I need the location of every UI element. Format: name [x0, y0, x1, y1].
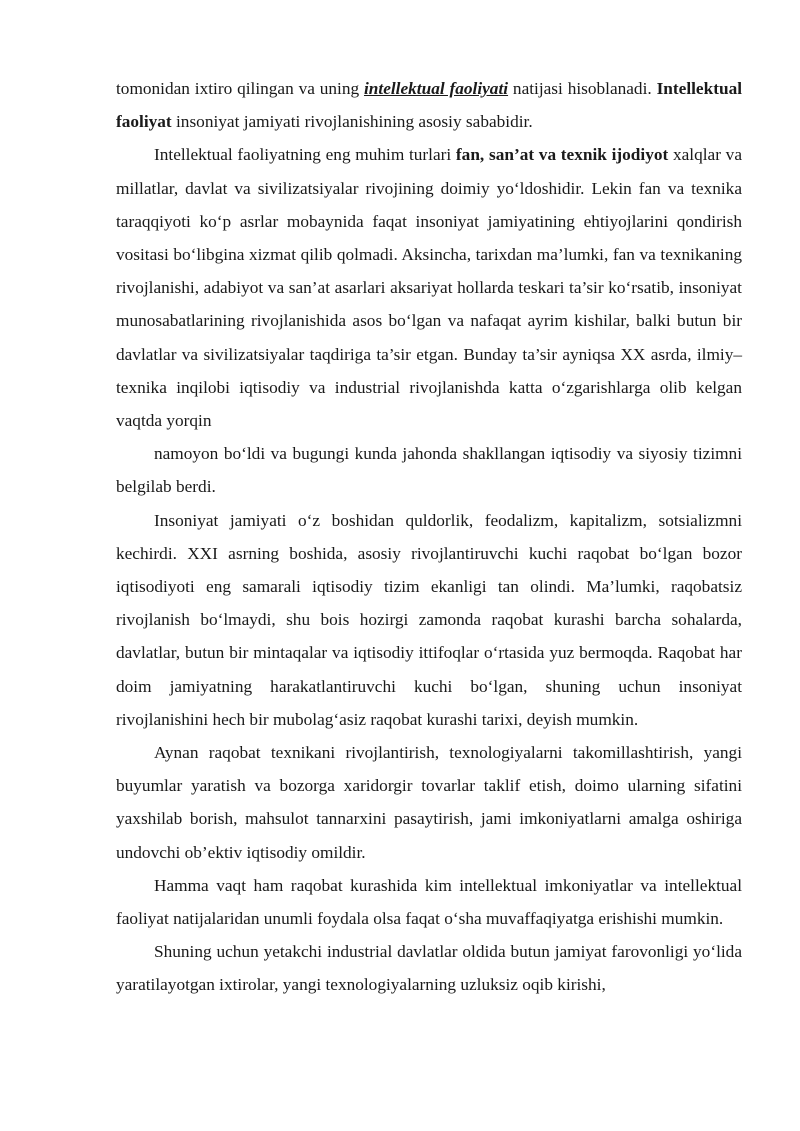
paragraph — [116, 138, 742, 437]
text-run: insoniyat jamiyati rivojlanishining asosiy sababidir. — [171, 112, 533, 132]
paragraph — [116, 504, 742, 736]
document-body — [116, 72, 742, 1002]
bold-term: fan, san’at va texnik ijodiyot — [455, 145, 669, 165]
text-run: Insoniyat jamiyati o‘z boshidan quldorlik, feodalizm, kapitalizm, sotsializmni kechirdi. XXI asrning boshida, asosiy rivojlantiruvchi kuchi raqobat bo‘lgan bozor iqtisodiyoti eng samarali iqtisodiy tizim ekanligi tan olindi. Ma’lumki, raqobatsiz rivojlanish bo‘lmaydi, shu bois hozirgi zamonda raqobat kurashi barcha sohalarda, davlatlar, butun bir mintaqalar va iqtisodiy ittifoqlar o‘rtasida yuz bermoqda. Raqobat har doim jamiyatning harakatlantiruvchi kuchi bo‘lgan, shuning uchun insoniyat rivojlanishini hech bir mubolag‘asiz raqobat kurashi tarixi, deyish mumkin. — [116, 510, 742, 729]
text-run: natijasi hisoblanadi. — [508, 79, 657, 98]
paragraph-continuation — [116, 72, 742, 138]
text-run: Aynan raqobat texnikani rivojlantirish, texnologiyalarni takomillashtirish, yangi buyumlar yaratish va bozorga xaridorgir tovarlar taklif etish, doimo ularning sifatini yaxshilab borish, mahsulot tannarxini pasaytirish, jami imkoniyatlarni amalga oshiriga undovchi ob’ektiv iqtisodiy omildir. — [116, 743, 742, 862]
emphasis-term: intellektual faoliyati — [363, 79, 509, 98]
paragraph — [116, 736, 742, 869]
text-run: xalqlar va millatlar, davlat va sivilizatsiyalar rivojining doimiy yo‘ldoshidir. Lekin fan va texnika taraqqiyoti ko‘p asrlar mobaynida faqat insoniyat jamiyatining ehtiyojlarini qondirish vositasi bo‘libgina xizmat qilib qolmadi. Aksincha, tarixdan ma’lumki, fan va texnikaning rivojlanishi, adabiyot va san’at asarlari aksariyat hollarda teskari ta’sir ko‘rsatib, insoniyat munosabatlarining rivojlanishida asos bo‘lgan va nafaqat ayrim kishilar, balki butun bir davlatlar va sivilizatsiyalar taqdiriga ta’sir etgan. Bunday ta’sir ayniqsa XX asrda, ilmiy–texnika inqilobi iqtisodiy va industrial rivojlanishda katta o‘zgarishlarga olib kelgan vaqtda yorqin — [116, 145, 742, 431]
text-run: namoyon bo‘ldi va bugungi kunda jahonda shakllangan iqtisodiy va siyosiy tizimni belgilab berdi. — [116, 444, 742, 497]
text-run: Intellektual faoliyatning eng muhim turlari — [154, 145, 456, 165]
text-run: tomonidan ixtiro qilingan va uning — [116, 79, 364, 98]
paragraph — [116, 935, 742, 1001]
paragraph — [116, 437, 742, 503]
text-run: Shuning uchun yetakchi industrial davlatlar oldida butun jamiyat farovonligi yo‘lida yaratilayotgan ixtirolar, yangi texnologiyalarning uzluksiz oqib kirishi, — [116, 942, 742, 995]
paragraph — [116, 869, 742, 935]
bold-term: Intellektual faoliyat — [116, 79, 743, 132]
text-run: Hamma vaqt ham raqobat kurashida kim intellektual imkoniyatlar va intellektual faoliyat natijalaridan unumli foydala olsa faqat o‘sha muvaffaqiyatga erishishi mumkin. — [116, 875, 742, 929]
